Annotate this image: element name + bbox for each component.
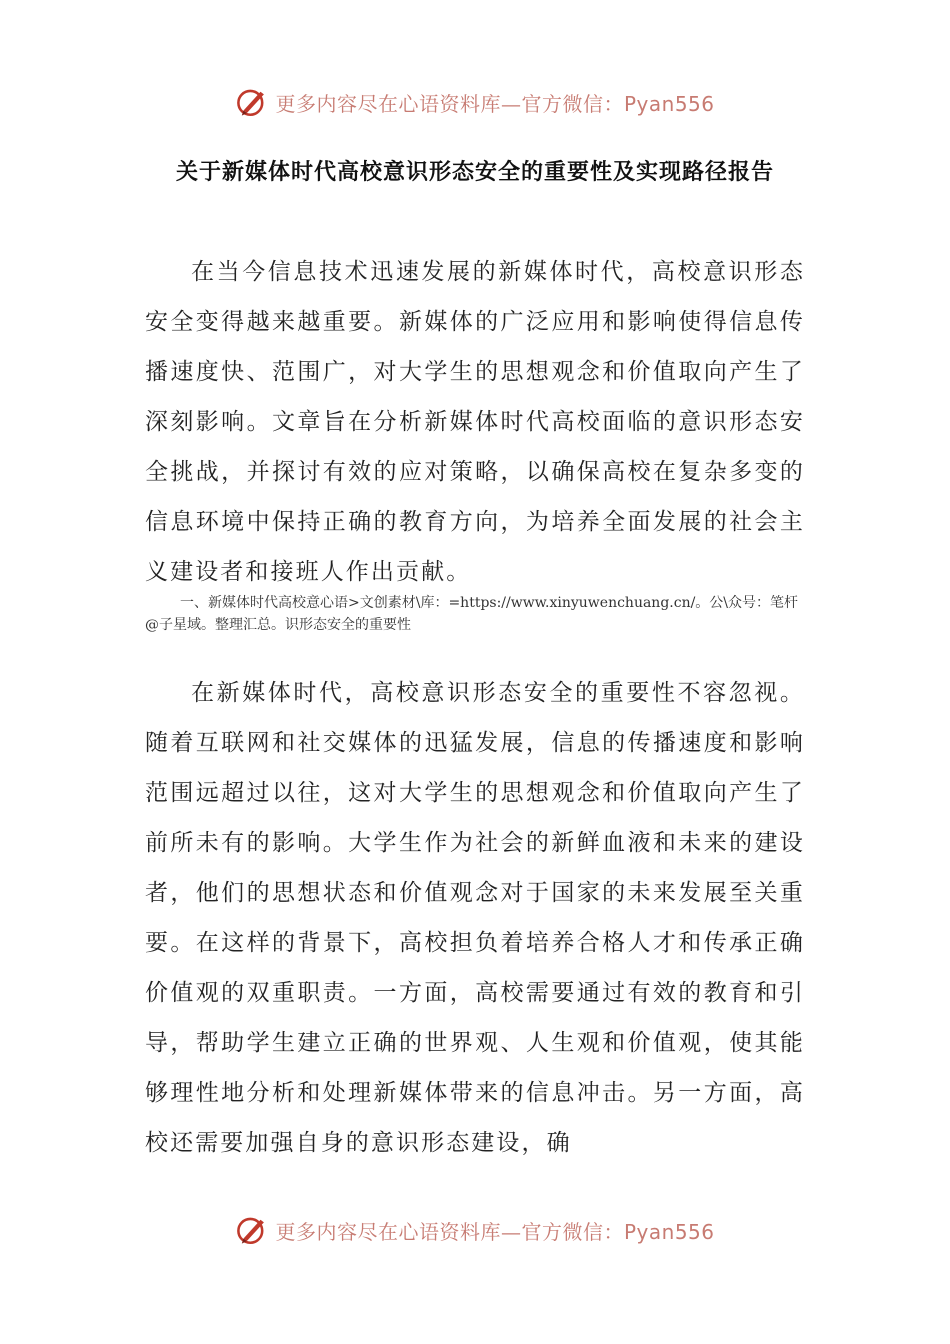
banner-text: [275, 88, 714, 117]
pen-logo-icon: [235, 85, 269, 119]
banner-text: [275, 1216, 714, 1245]
body-paragraph: 在新媒体时代，高校意识形态安全的重要性不容忽视。随着互联网和社交媒体的迅猛发展，信息的传播速度和影响范围远超过以往，这对大学生的思想观念和价值取向产生了前所未有的影响。大学生作为社会的新鲜血液和未来的建设者，他们的思想状态和价值观念对于国家的未来发展至关重要。在这样的背景下，高校担负着培养合格人才和传承正确价值观的双重职责。一方面，高校需要通过有效的教育和引导，帮助学生建立正确的世界观、人生观和价值观，使其能够理性地分析和处理新媒体带来的信息冲击。另一方面，高校还需要加强自身的意识形态建设，确: [145, 680, 805, 1156]
banner-label: 更多内容尽在心语资料库—官方微信：: [275, 1219, 624, 1244]
banner-handle: Pyan556: [623, 91, 715, 116]
pen-logo-icon: [235, 1213, 269, 1247]
document-title: 关于新媒体时代高校意识形态安全的重要性及实现路径报告: [175, 159, 774, 185]
banner-handle: Pyan556: [623, 1219, 715, 1244]
banner-label: 更多内容尽在心语资料库—官方微信：: [275, 91, 624, 116]
header-banner: [0, 78, 950, 126]
footer-banner: [0, 1206, 950, 1254]
body-paragraph: 在当今信息技术迅速发展的新媒体时代，高校意识形态安全变得越来越重要。新媒体的广泛应用和影响使得信息传播速度快、范围广，对大学生的思想观念和价值取向产生了深刻影响。文章旨在分析新媒体时代高校面临的意识形态安全挑战，并探讨有效的应对策略，以确保高校在复杂多变的信息环境中保持正确的教育方向，为培养全面发展的社会主义建设者和接班人作出贡献。: [145, 259, 805, 585]
section-heading-note: 一、新媒体时代高校意心语>文创素材\库：=https://www.xinyuwenchuang.cn/。公\众号：笔杆@子星域。整理汇总。识形态安全的重要性: [145, 595, 799, 633]
